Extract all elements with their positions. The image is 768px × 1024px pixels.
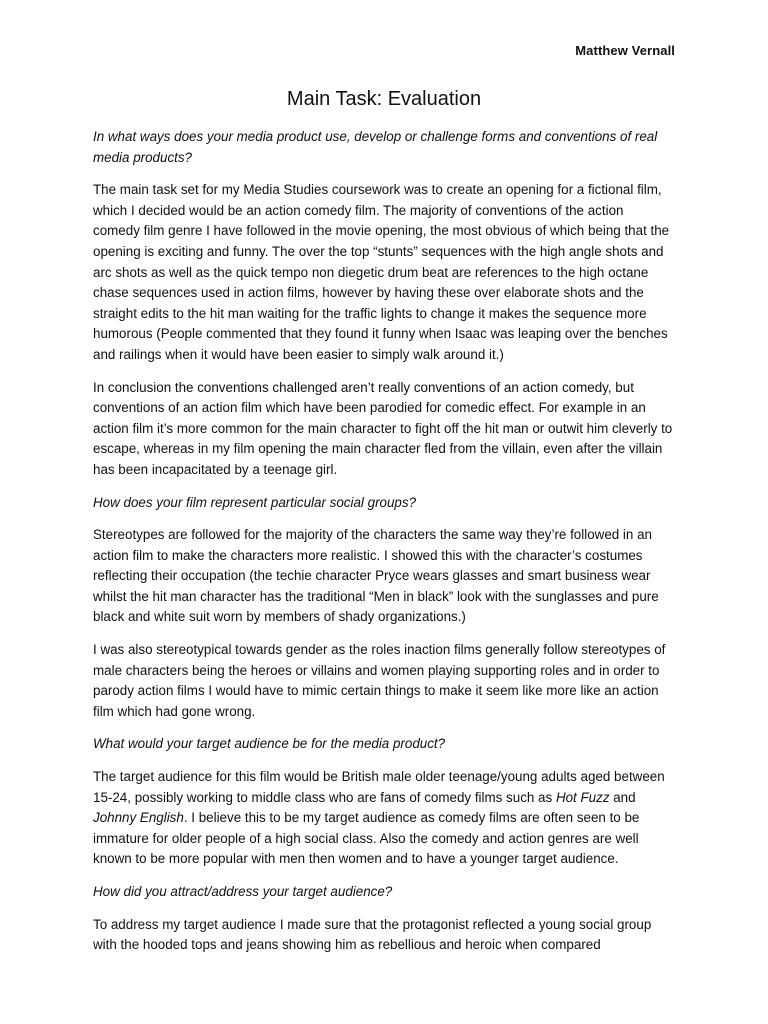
paragraph-address-audience: To address my target audience I made sure that the protagonist reflected a young social group with the hooded tops and jeans showing him as rebellious and heroic when compared xyxy=(93,916,652,953)
paragraph-main-task: The main task set for my Media Studies coursework was to create an opening for a fictional film, which I decided would be an action comedy film. The majority of conventions of the action comedy film genre I have followed in the movie opening, the most obvious of which being that the opening is exciting and funny. The over the top “stunts” sequences with the high angle shots and arc shots as well as the quick tempo non diegetic drum beat are references to the high octane chase sequences used in action films, however by having these over elaborate shots and the straight edits to the hit man waiting for the traffic lights to change it makes the sequence more humorous (People commented that they found it funny when Isaac was leaping over the benches and railings when it would have been easier to simply walk around it.) xyxy=(93,182,670,362)
text-segment: The target audience for this film would be British male older teenage/young adults aged between 15-24, possibly working to middle class who are fans of comedy films such as xyxy=(93,769,665,805)
question-conventions: In what ways does your media product use, develop or challenge forms and conventions of real media products? xyxy=(93,129,658,165)
document-title: Main Task: Evaluation xyxy=(286,88,482,110)
text-segment: and xyxy=(609,789,636,805)
text-segment: . I believe this to be my target audience as comedy films are often seen to be immature for older people of a high social class. Also the comedy and action genres are well known to be more popular with men then women and to have a younger target audience. xyxy=(93,810,640,867)
document-body xyxy=(93,127,673,968)
question-attract-audience: How did you attract/address your target audience? xyxy=(93,884,393,899)
question-social-groups: How does your film represent particular social groups? xyxy=(93,494,417,510)
paragraph-target-audience xyxy=(93,767,673,870)
question-target-audience: What would your target audience be for the media product? xyxy=(93,736,446,752)
film-title-hot-fuzz: Hot Fuzz xyxy=(555,789,610,805)
film-title-johnny-english: Johnny English xyxy=(93,810,184,826)
author-name: Matthew Vernall xyxy=(575,43,675,58)
paragraph-conclusion: In conclusion the conventions challenged aren’t really conventions of an action comedy, but conventions of an action film which have been parodied for comedic effect. For example in an action film it’s more common for the main character to fight off the hit man or outwit him cleverly to escape, whereas in my film opening the main character fled from the villain, even after the villain has been incapacitated by a teenage girl. xyxy=(93,379,673,477)
paragraph-stereotypes: Stereotypes are followed for the majority of the characters the same way they’re followed in an action film to make the characters more realistic. I showed this with the character’s costumes reflecting their occupation (the techie character Pryce wears glasses and smart business wear whilst the hit man character has the traditional “Men in black” look with the sunglasses and pure black and white suit worn by members of shady organizations.) xyxy=(93,527,659,625)
paragraph-gender: I was also stereotypical towards gender as the roles inaction films generally follow stereotypes of male characters being the heroes or villains and women playing supporting roles and in order to parody action films I would have to mimic certain things to make it seem like more like an action film which had gone wrong. xyxy=(93,642,666,719)
